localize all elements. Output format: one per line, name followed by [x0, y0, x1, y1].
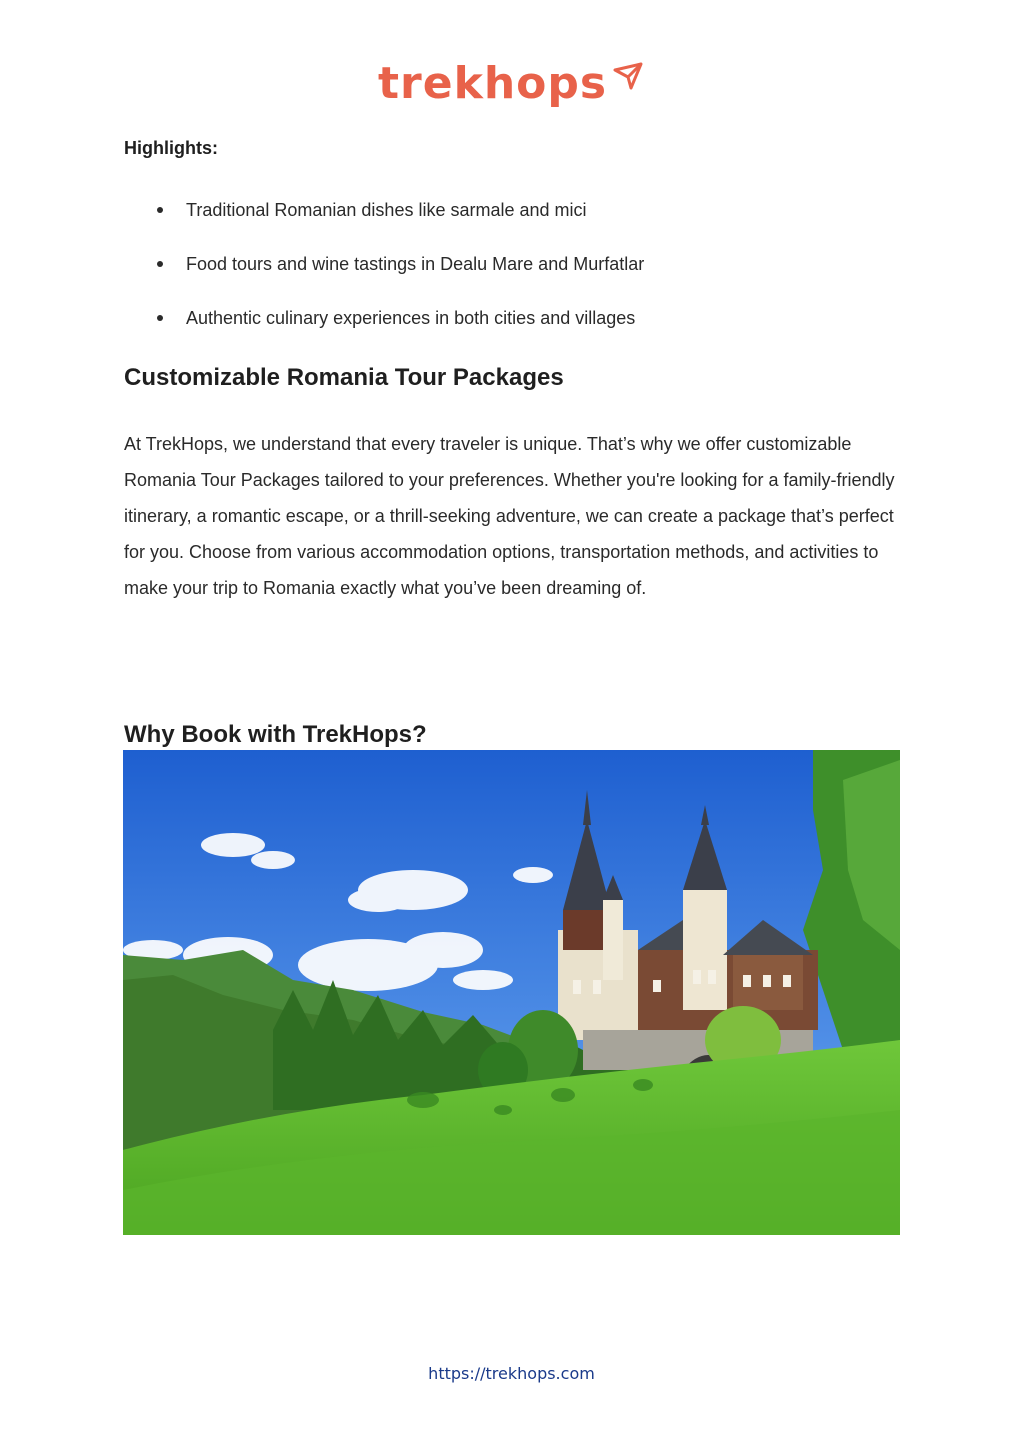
bullet-icon — [157, 261, 163, 267]
brand-logo — [378, 52, 648, 116]
list-item-text: Food tours and wine tastings in Dealu Mare and Murfatlar — [186, 254, 645, 274]
section-heading-custom-packages: Customizable Romania Tour Packages — [124, 364, 564, 391]
list-item — [124, 304, 884, 358]
list-item-text: Authentic culinary experiences in both cities and villages — [186, 308, 636, 328]
list-item — [124, 250, 884, 304]
footer-website-link[interactable]: https://trekhops.com — [428, 1364, 595, 1383]
castle-landscape-photo — [123, 750, 900, 1235]
logo-wordmark: trekhops — [378, 58, 608, 109]
paper-plane-icon — [613, 62, 643, 92]
highlights-list — [124, 196, 884, 358]
bullet-icon — [157, 207, 163, 213]
list-item-text: Traditional Romanian dishes like sarmale and mici — [186, 200, 587, 220]
list-item — [124, 196, 884, 250]
custom-packages-paragraph: At TrekHops, we understand that every traveler is unique. That’s why we offer customizable Romania Tour Packages tailored to your preferences. Whether you're looking for a family-friendly itinerary, a romantic escape, or a thrill-seeking adventure, we can create a package that’s perfect for you. Choose from various accommodation options, transportation methods, and activities to make your trip to Romania exactly what you’ve been dreaming of. — [124, 434, 895, 598]
section-heading-why-book: Why Book with TrekHops? — [124, 721, 427, 748]
highlights-label: Highlights: — [124, 138, 218, 158]
bullet-icon — [157, 315, 163, 321]
